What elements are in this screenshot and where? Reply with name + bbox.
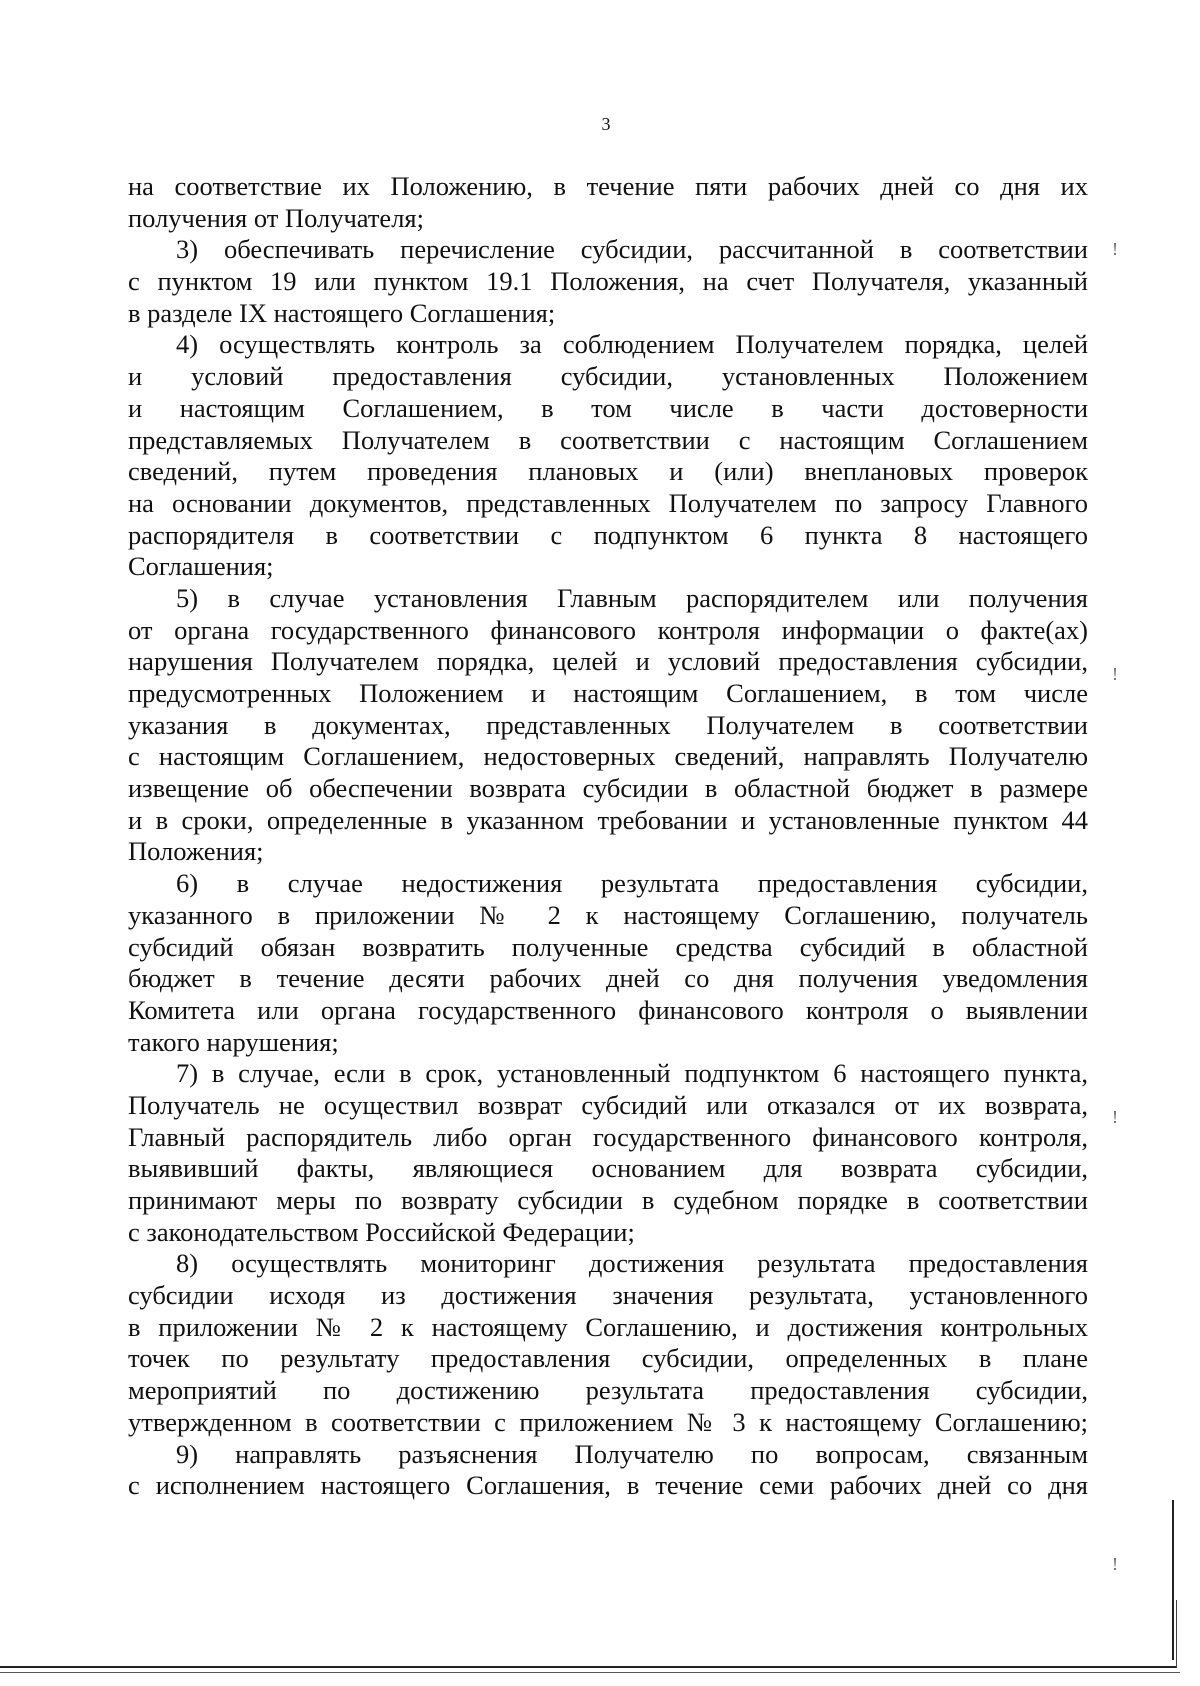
text-line: 4) осуществлять контроль за соблюдением Получателем порядка, целей (176, 329, 1088, 360)
text-line: 7) в случае, если в срок, установленный подпунктом 6 настоящего пункта, (176, 1058, 1088, 1089)
text-line: в разделе IX настоящего Соглашения; (128, 297, 556, 328)
scan-frame-bottom-inner (0, 1672, 1180, 1673)
scan-edge-mark: ! (1112, 1107, 1118, 1127)
text-line: 3) обеспечивать перечисление субсидии, рассчитанной в соответствии (176, 234, 1088, 265)
text-line: распорядителя в соответствии с подпунктом 6 пункта 8 настоящего (128, 519, 1088, 550)
text-line: 9) направлять разъяснения Получателю по вопросам, связанным (176, 1438, 1088, 1469)
text-line: Комитета или органа государственного финансового контроля о выявлении (128, 994, 1088, 1025)
scan-frame-bottom (0, 1666, 1176, 1668)
text-line: на соответствие их Положению, в течение пяти рабочих дней со дня их (128, 171, 1088, 201)
text-line: такого нарушения; (128, 1026, 339, 1057)
text-line: предусмотренных Положением и настоящим Соглашением, в том числе (128, 678, 1088, 708)
text-line: субсидий обязан возвратить полученные средства субсидий в областной (128, 931, 1088, 962)
scan-edge-mark: ! (1112, 239, 1118, 259)
text-line: с пунктом 19 или пунктом 19.1 Положения, на счет Получателя, указанный (128, 266, 1088, 297)
text-line: получения от Получателя; (128, 202, 424, 233)
text-line: Главный распорядитель либо орган государственного финансового контроля, (128, 1121, 1088, 1152)
text-line: 5) в случае установления Главным распорядителем или получения (176, 582, 1088, 613)
scan-edge-mark: ! (1112, 664, 1118, 684)
text-line: принимают меры по возврату субсидии в судебном порядке в соответствии (128, 1185, 1088, 1215)
text-line: 6) в случае недостижения результата предоставления субсидии, (176, 868, 1088, 899)
text-line: 8) осуществлять мониторинг достижения результата предоставления (176, 1248, 1088, 1279)
text-line: с законодательством Российской Федерации; (128, 1216, 635, 1247)
text-line: от органа государственного финансового контроля информации о факте(ах) (128, 614, 1088, 645)
text-line: Получатель не осуществил возврат субсидий или отказался от их возврата, (128, 1089, 1088, 1120)
text-line: на основании документов, представленных Получателем по запросу Главного (128, 487, 1088, 518)
text-line: Соглашения; (128, 551, 274, 582)
text-line: нарушения Получателем порядка, целей и условий предоставления субсидии, (128, 646, 1088, 677)
text-line: мероприятий по достижению результата предоставления субсидии, (128, 1375, 1088, 1406)
text-line: Положения; (128, 836, 264, 867)
text-line: и в сроки, определенные в указанном требовании и установленные пунктом 44 (128, 804, 1088, 835)
scan-frame-right (1172, 1500, 1174, 1660)
scan-frame-right-inner (1176, 1600, 1177, 1668)
text-line: точек по результату предоставления субсидии, определенных в плане (128, 1343, 1088, 1374)
text-line: сведений, путем проведения плановых и (или) внеплановых проверок (128, 456, 1088, 487)
text-line: указания в документах, представленных Получателем в соответствии (128, 709, 1088, 740)
scan-edge-mark: ! (1112, 1554, 1118, 1574)
text-line: выявивший факты, являющиеся основанием для возврата субсидии, (128, 1153, 1088, 1184)
text-line: в приложении № 2 к настоящему Соглашению, и достижения контрольных (128, 1311, 1088, 1342)
text-line: и условий предоставления субсидии, установленных Положением (128, 361, 1088, 392)
text-line: бюджет в течение десяти рабочих дней со дня получения уведомления (128, 963, 1088, 994)
text-line: представляемых Получателем в соответствии с настоящим Соглашением (128, 424, 1088, 455)
document-body (128, 171, 1088, 1502)
text-line: указанного в приложении № 2 к настоящему Соглашению, получатель (128, 899, 1088, 930)
text-line: и настоящим Соглашением, в том числе в части достоверности (128, 392, 1088, 423)
text-line: с настоящим Соглашением, недостоверных сведений, направлять Получателю (128, 741, 1088, 772)
text-line: с исполнением настоящего Соглашения, в течение семи рабочих дней со дня (128, 1470, 1088, 1501)
text-line: субсидии исходя из достижения значения результата, установленного (128, 1280, 1088, 1311)
page-number: 3 (601, 114, 611, 134)
text-line: извещение об обеспечении возврата субсидии в областной бюджет в размере (128, 773, 1088, 804)
text-line: утвержденном в соответствии с приложением № 3 к настоящему Соглашению; (128, 1406, 1088, 1437)
